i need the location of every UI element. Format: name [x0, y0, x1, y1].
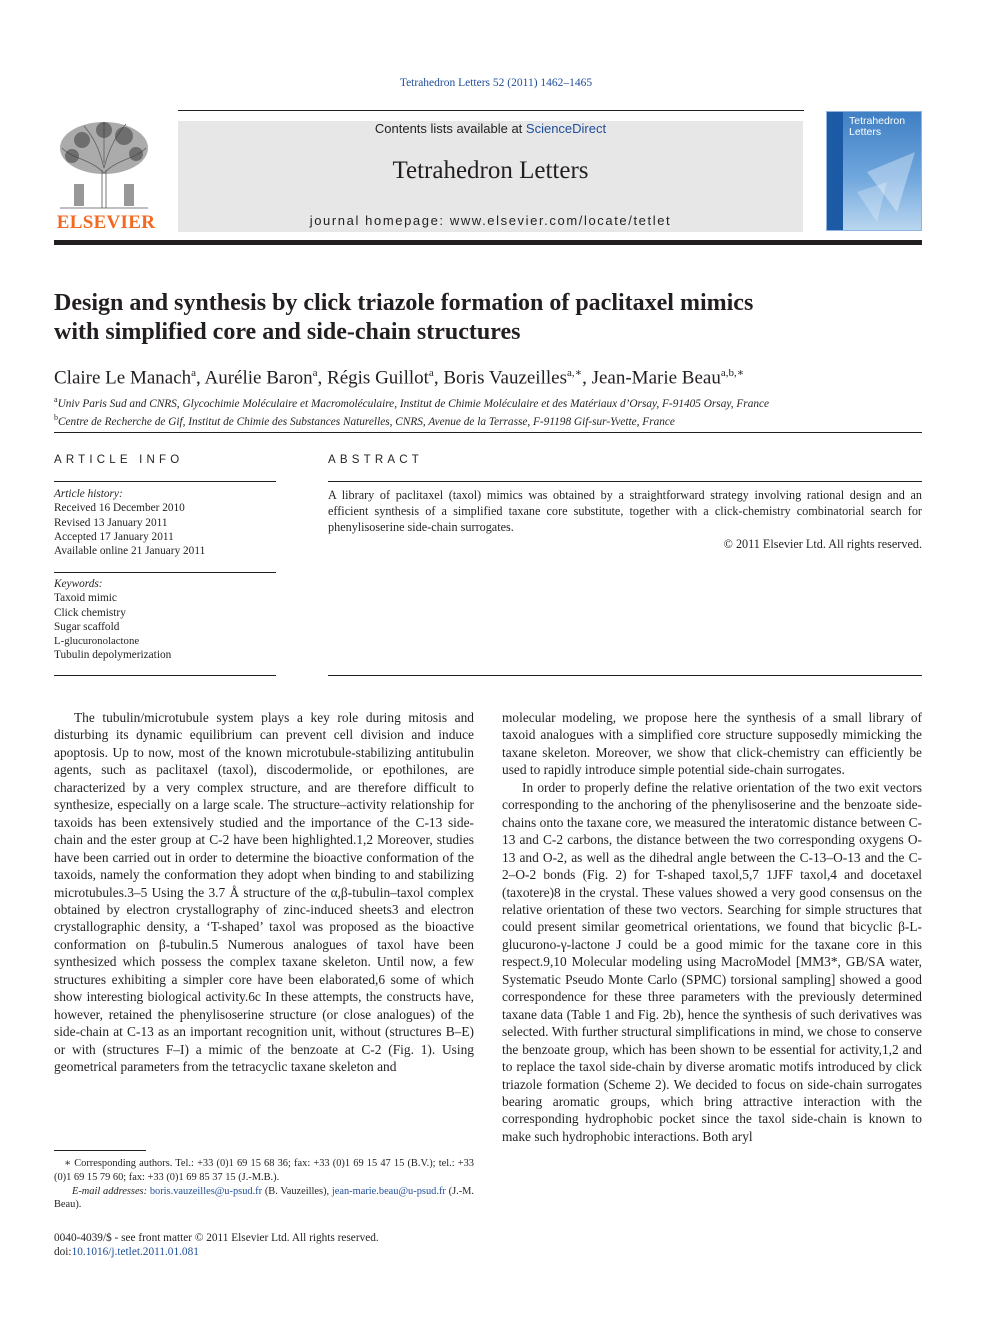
author-name[interactable]: Boris Vauzeilles: [443, 367, 567, 389]
abstract-copyright: © 2011 Elsevier Ltd. All rights reserved.: [723, 537, 922, 551]
body-paragraph: The tubulin/microtubule system plays a key role during mitosis and disturbing its dynamic equilibrium can prevent cell division and induce apoptosis. Up to now, most of the known microtubule-stabilizing antitubulin agents, such as paclitaxel (taxol), discodermolide, or epothilones, are characterized by a very complex structure, and are therefore difficult to synthesize, especially on a large scale. The structure–activity relationship for taxoids has been extensively studied and the importance of the C-13 side-chain and the ester group at C-2 have been highlighted.1,2 Moreover, studies have been carried out in order to determine the bioactive conformation of the taxoids, namely the conformation they adopt when binding to and stabilizing microtubules.3–5 Using the 3.7 Å structure of the α,β-tubulin–taxol complex obtained by electron crystallography of zinc-induced sheets3 and electron crystallographic density, a ‘T-shaped’ taxol was proposed as the bioactive conformation on β-tubulin.5 Numerous analogues of taxol have been synthesized which possess the complex taxane skeleton. Until now, a few structures exhibiting a simpler core have been elaborated,6 some of which show interesting biological activity.6c In these attempts, the constructs have, however, retained the phenylisoserine structure (or close analogues) of the side-chain at C-13 as an important recognition unit, without (structures B–E) or with (structures F–I) a mimic of the benzoate at C-2 (Fig. 1). Using geometrical parameters from the tetracyclic taxane skeleton and: [54, 710, 474, 1075]
article-info-rule: [54, 572, 276, 573]
keyword: Taxoid mimic: [54, 592, 117, 605]
sciencedirect-link[interactable]: ScienceDirect: [525, 121, 607, 136]
article-info-heading: ARTICLE INFO: [54, 454, 184, 466]
issn-doi: [54, 1231, 474, 1260]
cover-title-line1: Tetrahedron: [849, 115, 906, 127]
history-item: Available online 21 January 2011: [54, 545, 206, 558]
elsevier-wordmark: ELSEVIER: [56, 212, 156, 233]
body-paragraph: molecular modeling, we propose here the synthesis of a small library of taxoid analogues with a simplified core structure supposedly mimicking the taxane skeleton. Moreover, we show that click-chemistry can efficiently be used to rapidly introduce simple potential side-chain surrogates.: [502, 710, 922, 778]
email-link[interactable]: jean-marie.beau@u-psud.fr: [331, 1185, 446, 1197]
body-paragraph: In order to properly define the relative orientation of the two exit vectors corresponding to the anchoring of the phenylisoserine and the benzoate side-chains onto the taxane core, we measured the interatomic distance between C-13 and C-2 carbons, the distance between the two corresponding oxygens O-13 and O-2, as well as the dihedral angle between the C-13–O-13 and the C-2–O-2 bonds (Fig. 2) for T-shaped taxol,5,7 1JFF taxol,4 and docetaxel (taxotere)8 in the crystal. These values showed a very good consensus on the relative orientation of these two vectors. Searching for simple structures that could present similar geometrical orientations, we found that bicyclic β-L-glucurono-γ-lactone J could be a good mimic for the taxane core in this respect.9,10 Molecular modeling using MacroModel [MM3*, GB/SA water, Systematic Pseudo Monte Carlo (SPMC) torsional sampling] showed a good correspondence for these three parameters with the previously determined taxane data (Table 1 and Fig. 2b), hence the synthesis of such derivatives was selected. With further structural simplifications in mind, we chose to conserve the benzoate group, which has been shown to be essential for activity,1,2 and to replace the taxol side-chain by diverse aromatic motifs introduced by click triazole formation (Scheme 2). We decided to focus on side-chain surrogates bearing aromatic groups, which bring attractive interaction with the corresponding hydrophobic pocket since the taxol side-chain is known to make such hydrophobic interactions. Both aryl: [502, 779, 922, 1144]
author-name[interactable]: Claire Le Manach: [54, 367, 192, 389]
keyword: Click chemistry: [54, 606, 126, 619]
history-item: Received 16 December 2010: [54, 502, 185, 515]
email-addresses: [54, 1185, 474, 1213]
journal-homepage[interactable]: journal homepage: www.elsevier.com/locate/tetlet: [309, 213, 672, 228]
body-column-right: [502, 709, 922, 1145]
abstract-text: A library of paclitaxel (taxol) mimics was obtained by a straightforward strategy involving rational design and an efficient synthesis of a simplified taxane core substitute, together with a click-chemistry combinatorial search for phenylisoserine side-chain surrogates.: [328, 488, 922, 534]
body-column-left: [54, 709, 474, 1076]
affiliation-b: [54, 411, 922, 429]
author-affiliation-mark[interactable]: a: [428, 367, 434, 379]
tree-icon: [54, 118, 154, 210]
keyword: Tubulin depolymerization: [54, 649, 172, 662]
title-line-1: Design and synthesis by click triazole formation of paclitaxel mimics: [54, 290, 754, 316]
contents-prefix: Contents lists available at: [374, 121, 526, 136]
abstract-body: [328, 487, 922, 552]
email-owner: (J.-M. Beau).: [54, 1185, 475, 1211]
footnote-rule: [54, 1150, 146, 1151]
abstract-rule: [328, 481, 922, 482]
article-info-rule: [54, 481, 276, 482]
article-history: [54, 487, 276, 558]
article-info-rule: [54, 675, 276, 676]
affiliation-text: Centre de Recherche de Gif, Institut de Chimie des Substances Naturelles, CNRS, Avenue de la Terrasse, F-91198 Gif-sur-Yvette, France: [58, 415, 675, 428]
doi-link[interactable]: 10.1016/j.tetlet.2011.01.081: [71, 1246, 199, 1259]
history-item: Revised 13 January 2011: [54, 516, 168, 529]
issn-line: 0040-4039/$ - see front matter © 2011 Elsevier Ltd. All rights reserved.: [54, 1232, 379, 1244]
email-link[interactable]: boris.vauzeilles@u-psud.fr: [149, 1185, 263, 1197]
affiliation-mark: b: [54, 413, 58, 423]
author-affiliation-mark[interactable]: a,∗: [566, 367, 583, 379]
title-line-2: with simplified core and side-chain structures: [54, 319, 521, 345]
abstract-heading: ABSTRACT: [328, 454, 423, 466]
citation-link[interactable]: Tetrahedron Letters 52 (2011) 1462–1465: [399, 77, 593, 89]
corresponding-authors: ∗ Corresponding authors. Tel.: +33 (0)1 69 15 68 36; fax: +33 (0)1 69 15 47 15 (B.V.); tel.: +33 (0)1 69 15 79 60; fax: +33 (0)1 69 85 37 15 (J.-M.B.).: [54, 1158, 474, 1183]
journal-title: Tetrahedron Letters: [392, 157, 589, 184]
doi-prefix: doi:: [54, 1246, 72, 1259]
author-name[interactable]: Régis Guillot: [327, 367, 429, 389]
keywords-label: Keywords:: [54, 578, 103, 590]
history-item: Accepted 17 January 2011: [54, 530, 174, 543]
journal-cover-image: [826, 111, 922, 231]
article-title: [54, 289, 914, 347]
affiliation-text: Univ Paris Sud and CNRS, Glycochimie Moléculaire et Macromoléculaire, Institut de Chimie Moléculaire et des Matériaux d’Orsay, F-91405 Orsay, France: [57, 397, 770, 410]
cover-title-line2: Letters: [849, 126, 882, 138]
contents-line: [178, 121, 803, 136]
email-owner: (B. Vauzeilles),: [262, 1185, 332, 1197]
author-affiliation-mark[interactable]: a: [191, 367, 197, 379]
author-name[interactable]: Jean-Marie Beau: [591, 367, 721, 389]
email-label: E-mail addresses:: [72, 1185, 148, 1197]
affiliation-rule: [54, 432, 922, 433]
history-label: Article history:: [54, 488, 123, 500]
keyword: L-glucuronolactone: [54, 635, 140, 648]
keywords: [54, 577, 276, 663]
affiliation-mark: a: [54, 395, 58, 404]
keyword: Sugar scaffold: [54, 620, 120, 633]
masthead-rule: [54, 240, 922, 245]
author-affiliation-mark[interactable]: a: [312, 367, 318, 379]
header-rule: [178, 110, 804, 111]
abstract-rule: [328, 675, 922, 676]
author-affiliation-mark[interactable]: a,b,∗: [720, 367, 745, 379]
author-name[interactable]: Aurélie Baron: [204, 367, 313, 389]
corresponding-footnote: [54, 1157, 474, 1212]
cover-graphic-icon: [827, 112, 922, 231]
affiliation-a: [54, 393, 922, 411]
affiliations: [54, 393, 922, 429]
doi-line: [54, 1245, 474, 1259]
author-list: Claire Le Manach$^a$, Aurélie Baron$^a$, Régis Guillot$^a$, Boris Vauzeilles$^{a,∗}$, Jean-Marie Beau$^{a,b,∗}$: [54, 367, 745, 389]
